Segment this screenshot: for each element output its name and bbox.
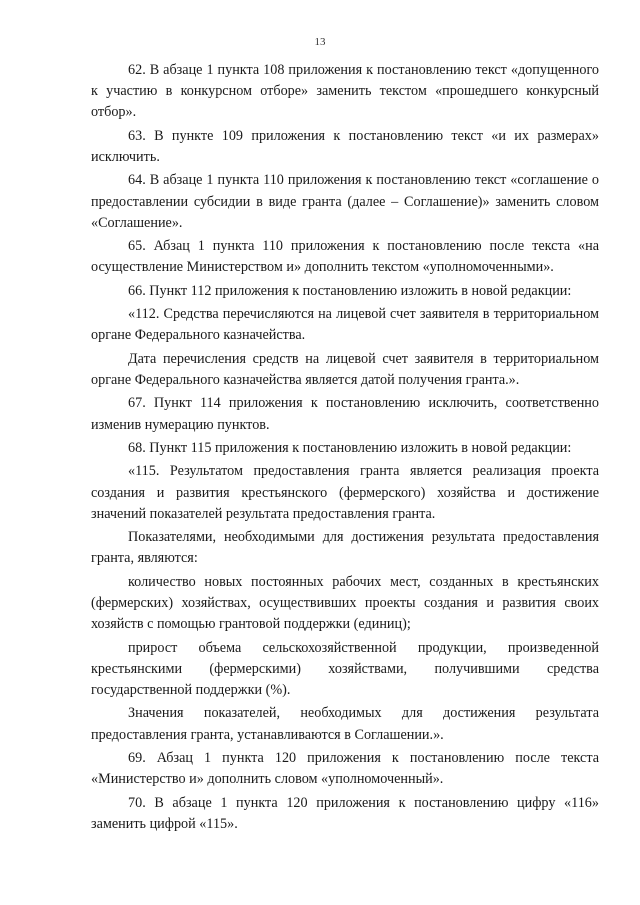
paragraph-69: 69. Абзац 1 пункта 120 приложения к постановлению после текста «Министерство и» дополнить словом «уполномоченный».: [91, 749, 599, 788]
paragraph-62: 62. В абзаце 1 пункта 108 приложения к постановлению текст «допущенного к участию в конкурсном отборе» заменить текстом «прошедшего конкурсный отбор».: [91, 62, 599, 121]
quoted-clause-112: «112. Средства перечисляются на лицевой счет заявителя в территориальном органе Федерального казначейства.: [91, 306, 599, 344]
indicator-values: Значения показателей, необходимых для достижения результата предоставления гранта, устанавливаются в Соглашении.».: [91, 705, 599, 743]
indicators-intro: Показателями, необходимыми для достижения результата предоставления гранта, являются:: [91, 529, 599, 567]
paragraph-64: 64. В абзаце 1 пункта 110 приложения к постановлению текст «соглашение о предоставлении субсидии в виде гранта (далее – Соглашение)» заменить словом «Соглашение».: [91, 172, 599, 231]
document-body: [91, 60, 599, 837]
paragraph-65: 65. Абзац 1 пункта 110 приложения к постановлению после текста «на осуществление Министерством и» дополнить текстом «уполномоченными».: [91, 238, 599, 276]
quoted-clause-112-date: Дата перечисления средств на лицевой счет заявителя в территориальном органе Федерального казначейства является датой получения гранта.».: [91, 350, 599, 388]
paragraph-68: 68. Пункт 115 приложения к постановлению изложить в новой редакции:: [128, 439, 572, 456]
paragraph-63: 63. В пункте 109 приложения к постановлению текст «и их размерах» исключить.: [91, 127, 599, 165]
paragraph-67: 67. Пункт 114 приложения к постановлению исключить, соответственно изменив нумерацию пунктов.: [91, 395, 599, 433]
indicator-production-growth: прирост объема сельскохозяйственной продукции, произведенной крестьянскими (фермерскими) хозяйствами, получившими средства государственной поддержки (%).: [91, 639, 599, 698]
paragraph-70: 70. В абзаце 1 пункта 120 приложения к постановлению цифру «116» заменить цифрой «115».: [91, 794, 599, 832]
paragraph-66: 66. Пункт 112 приложения к постановлению изложить в новой редакции:: [128, 282, 572, 299]
quoted-clause-115: «115. Результатом предоставления гранта является реализация проекта создания и развития крестьянского (фермерского) хозяйства и достижение значений показателей результата предоставления гранта.: [91, 463, 599, 522]
page-number: 13: [314, 36, 326, 48]
indicator-jobs: количество новых постоянных рабочих мест, созданных в крестьянских (фермерских) хозяйствах, осуществивших проекты создания и развития своих хозяйств с помощью грантовой поддержки (единиц);: [91, 573, 599, 633]
